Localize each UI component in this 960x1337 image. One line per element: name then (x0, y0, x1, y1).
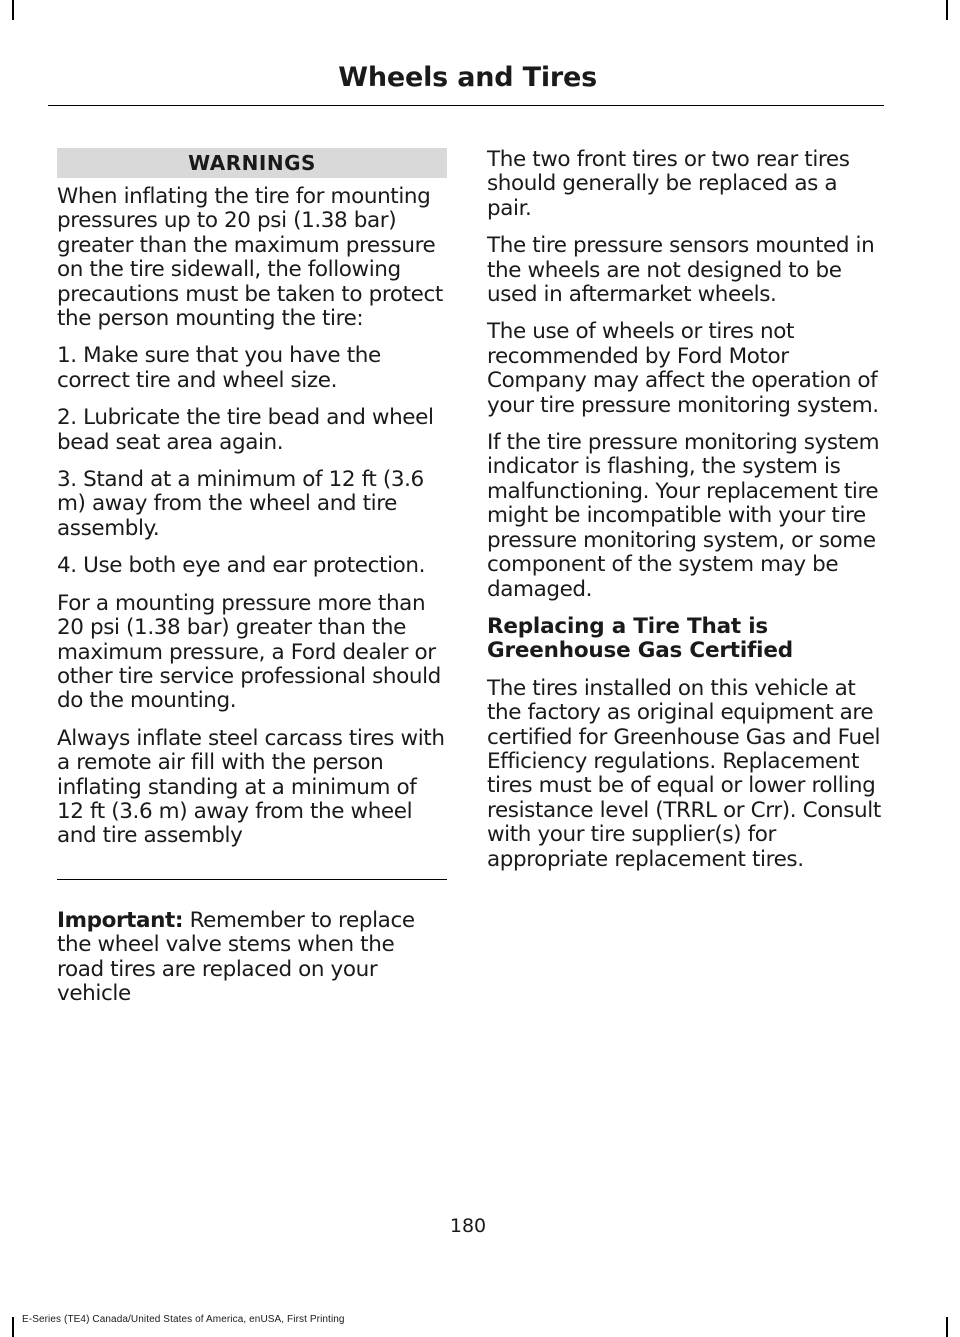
page-title: Wheels and Tires (338, 62, 597, 93)
right-column (487, 148, 881, 872)
paragraph-replace-pair: The two front tires or two rear tires should generally be replaced as a pair. (487, 147, 850, 221)
left-column (57, 148, 447, 1006)
paragraph-sensors: The tire pressure sensors mounted in the wheels are not designed to be used in aftermarket wheels. (487, 233, 875, 308)
warning-step-3: 3. Stand at a minimum of 12 ft (3.6 m) away from the wheel and tire assembly. (57, 467, 424, 541)
warning-paragraph-2: Always inflate steel carcass tires with a remote air fill with the person inflating standing at a minimum of 12 ft (3.6 m) away from the wheel and tire assembly (57, 725, 445, 849)
important-label: Important: (57, 907, 184, 933)
important-text: Remember to replace the wheel valve stems when the road tires are replaced on your vehicle (57, 907, 415, 1006)
warning-paragraph-1: For a mounting pressure more than 20 psi (1.38 bar) greater than the maximum pressure, a Ford dealer or other tire service professional should do the mounting. (57, 590, 441, 714)
warning-divider (57, 879, 447, 880)
important-note (57, 909, 447, 1007)
warning-step-4: 4. Use both eye and ear protection. (57, 553, 426, 579)
page-number: 180 (449, 1215, 487, 1237)
crop-mark-top-right (946, 0, 948, 20)
paragraph-indicator-flashing: If the tire pressure monitoring system indicator is flashing, the system is malfunctioning. Your replacement tire might be incompatible with your tire pressure monitoring system, or some component of the system may be damaged. (487, 430, 880, 602)
footer-text: E-Series (TE4) Canada/United States of America, enUSA, First Printing (22, 1314, 345, 1325)
header-divider (48, 105, 884, 106)
crop-mark-bottom-left (12, 1317, 14, 1337)
warning-step-1: 1. Make sure that you have the correct tire and wheel size. (57, 343, 381, 393)
warnings-heading: WARNINGS (57, 148, 447, 178)
paragraph-greenhouse: The tires installed on this vehicle at the factory as original equipment are certified for Greenhouse Gas and Fuel Efficiency regulations. Replacement tires must be of equal or lower rolling resistance level (TRRL or Crr). Consult with your tire supplier(s) for appropriate replacement tires. (487, 675, 881, 872)
crop-mark-bottom-right (946, 1317, 948, 1337)
section-heading-greenhouse: Replacing a Tire That is Greenhouse Gas Certified (487, 613, 793, 664)
crop-mark-top-left (12, 0, 14, 20)
warning-intro: When inflating the tire for mounting pressures up to 20 psi (1.38 bar) greater than the maximum pressure on the tire sidewall, the following precautions must be taken to protect the person mounting the tire: (57, 184, 443, 332)
paragraph-non-recommended: The use of wheels or tires not recommended by Ford Motor Company may affect the operation of your tire pressure monitoring system. (487, 319, 879, 418)
warning-step-2: 2. Lubricate the tire bead and wheel bead seat area again. (57, 405, 434, 455)
